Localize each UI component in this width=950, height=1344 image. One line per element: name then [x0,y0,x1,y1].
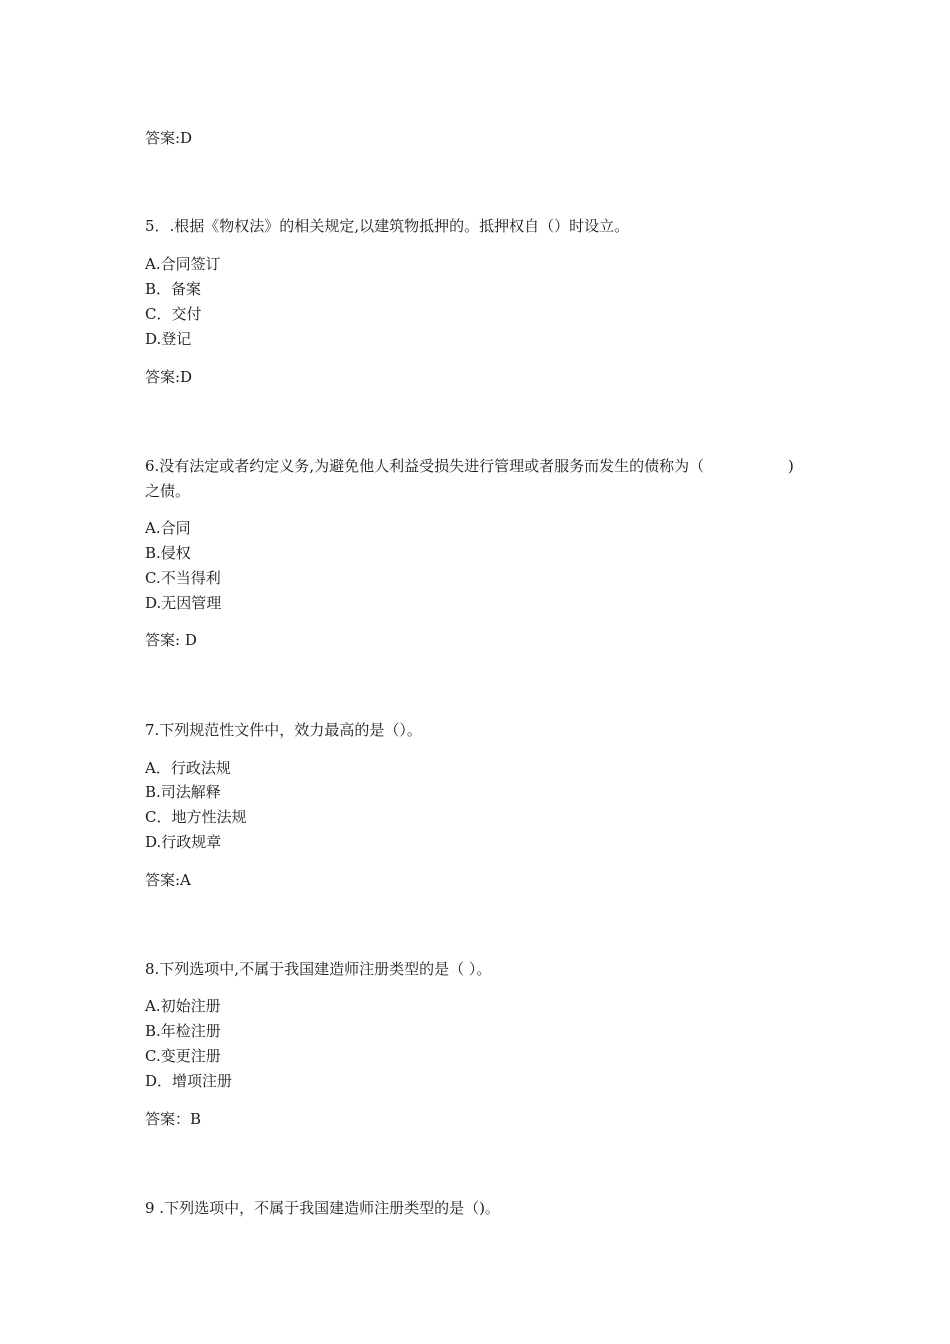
question-6-stem: 6.没有法定或者约定义务,为避免他人利益受损失进行管理或者服务而发生的债称为（ [145,457,705,475]
question-7-stem: 7.下列规范性文件中，效力最高的是（）。 [145,721,422,739]
question-7-option-c: C．地方性法规 [145,808,247,826]
question-8-option-d: D．增项注册 [145,1072,233,1090]
question-5-option-d: D.登记 [145,330,192,348]
answer-q6: 答案: D [145,631,197,649]
answer-q7: 答案:A [145,871,191,889]
question-6-option-a: A.合同 [145,519,191,537]
question-9-stem: 9 .下列选项中，不属于我国建造师注册类型的是（)。 [145,1199,500,1217]
answer-q5: 答案:D [145,368,193,386]
question-7-option-a: A．行政法规 [145,759,231,777]
question-5-option-b: B．备案 [145,280,202,298]
answer-q8: 答案：B [145,1110,202,1128]
answer-q4: 答案:D [145,129,193,147]
question-8-stem: 8.下列选项中,不属于我国建造师注册类型的是（ ）。 [145,960,492,978]
question-5-stem: 5．.根据《物权法》的相关规定,以建筑物抵押的。抵押权自（）时设立。 [145,217,630,235]
question-8-option-a: A.初始注册 [145,997,221,1015]
question-5-option-c: C．交付 [145,305,202,323]
question-6-option-d: D.无因管理 [145,594,222,612]
question-8-option-c: C.变更注册 [145,1047,221,1065]
question-8-option-b: B.年检注册 [145,1022,221,1040]
question-7-option-b: B.司法解释 [145,783,221,801]
question-5-option-a: A.合同签订 [145,255,221,273]
question-6-option-c: C.不当得利 [145,569,221,587]
question-6-stem-paren: ) [788,457,794,475]
question-7-option-d: D.行政规章 [145,833,222,851]
question-6-option-b: B.侵权 [145,544,191,562]
question-6-stem-line2: 之债。 [145,482,191,500]
